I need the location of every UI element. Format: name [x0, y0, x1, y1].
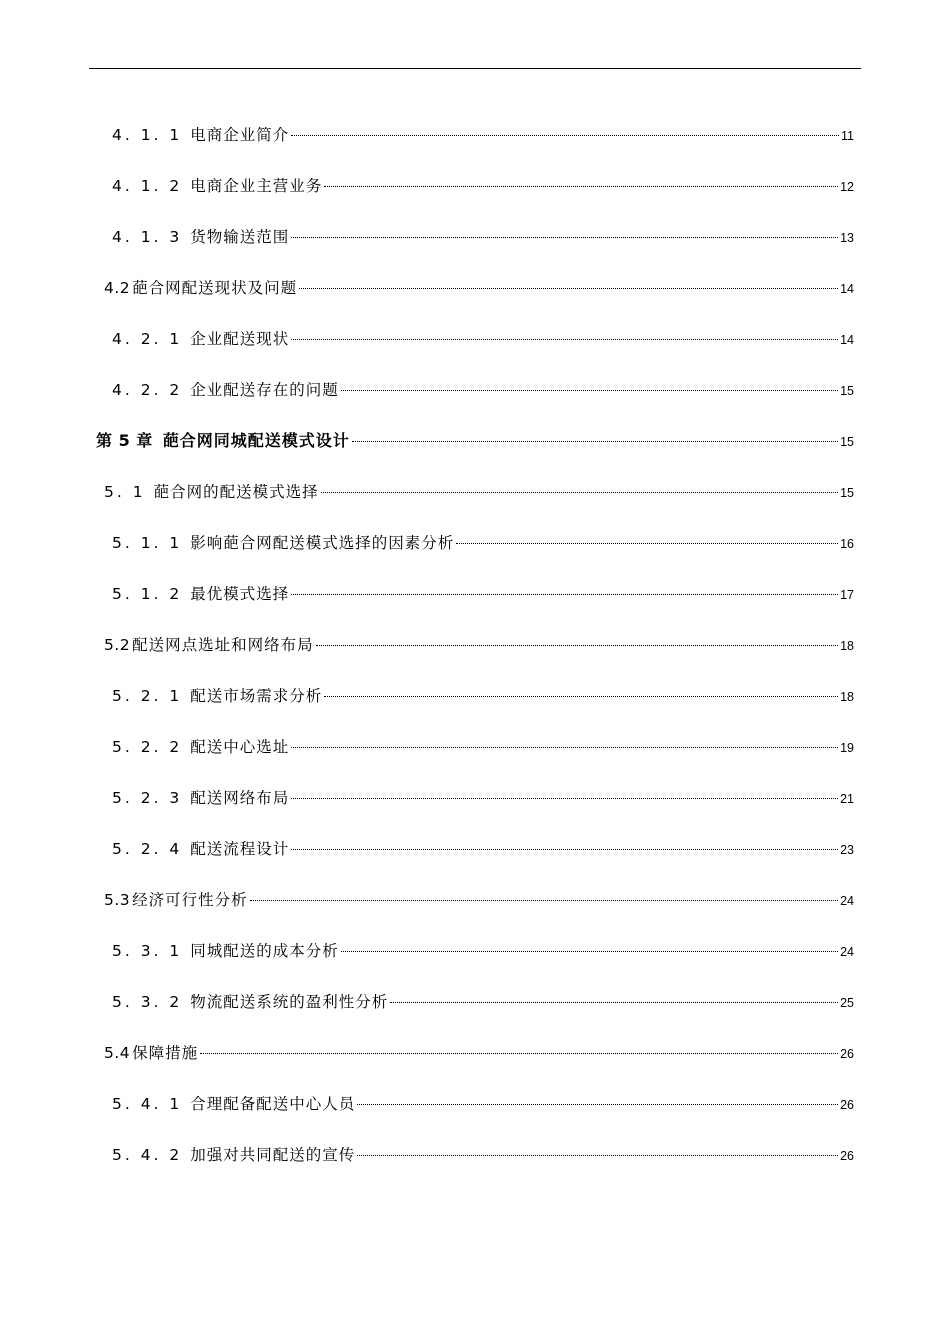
toc-entry-title: 葩合网同城配送模式设计	[162, 431, 350, 450]
toc-entry-title: 加强对共同配送的宣传	[190, 1146, 356, 1164]
toc-dot-leader	[316, 645, 838, 646]
toc-entry-number: 5.2	[104, 636, 131, 654]
toc-dot-leader	[200, 1053, 838, 1054]
toc-entry-number: 4. 1. 2	[112, 177, 183, 195]
toc-entry-page: 23	[840, 843, 854, 857]
toc-entry-title: 物流配送系统的盈利性分析	[190, 993, 389, 1011]
toc-entry-number: 5. 2. 2	[112, 738, 183, 756]
toc-entry-page: 26	[840, 1149, 854, 1163]
toc-entry-number: 4.2	[104, 279, 131, 297]
toc-entry-page: 14	[840, 282, 854, 296]
toc-dot-leader	[291, 237, 838, 238]
toc-entry-number: 4. 1. 1	[112, 126, 183, 144]
toc-entry-page: 15	[840, 435, 854, 449]
toc-entry-page: 19	[840, 741, 854, 755]
toc-entry-page: 17	[840, 588, 854, 602]
toc-dot-leader	[299, 288, 838, 289]
toc-entry[interactable]	[112, 532, 854, 554]
toc-entry[interactable]	[112, 226, 854, 248]
toc-entry-title: 合理配备配送中心人员	[190, 1095, 356, 1113]
toc-dot-leader	[456, 543, 838, 544]
toc-entry[interactable]	[112, 328, 854, 350]
toc-entry-title: 经济可行性分析	[132, 891, 248, 909]
toc-entry-title: 保障措施	[132, 1044, 199, 1062]
toc-entry-title: 配送市场需求分析	[190, 687, 323, 705]
toc-entry[interactable]	[112, 1144, 854, 1166]
toc-entry-number: 5. 2. 1	[112, 687, 183, 705]
toc-entry[interactable]	[112, 379, 854, 401]
toc-entry[interactable]	[112, 124, 854, 146]
toc-entry-title: 葩合网配送现状及问题	[132, 279, 298, 297]
toc-dot-leader	[324, 696, 838, 697]
toc-entry-title: 货物输送范围	[190, 228, 290, 246]
toc-entry-page: 16	[840, 537, 854, 551]
toc-entry[interactable]	[112, 175, 854, 197]
toc-entry-title: 电商企业主营业务	[190, 177, 323, 195]
toc-entry-page: 26	[840, 1098, 854, 1112]
toc-dot-leader	[341, 390, 838, 391]
toc-entry-number: 5. 1. 2	[112, 585, 183, 603]
toc-entry-page: 24	[840, 894, 854, 908]
toc-entry-title: 配送流程设计	[190, 840, 290, 858]
toc-entry-number: 5. 2. 3	[112, 789, 183, 807]
toc-entry-number: 5.4	[104, 1044, 131, 1062]
toc-entry-number: 5. 3. 1	[112, 942, 183, 960]
toc-dot-leader	[291, 798, 838, 799]
toc-entry-title: 配送中心选址	[190, 738, 290, 756]
toc-entry-title: 最优模式选择	[190, 585, 290, 603]
toc-entry-number: 4. 2. 1	[112, 330, 183, 348]
toc-entry[interactable]	[112, 838, 854, 860]
toc-entry-page: 21	[840, 792, 854, 806]
toc-entry[interactable]	[112, 991, 854, 1013]
toc-entry-title: 同城配送的成本分析	[190, 942, 339, 960]
toc-dot-leader	[291, 594, 838, 595]
toc-entry[interactable]	[104, 889, 854, 911]
toc-entry[interactable]	[96, 430, 854, 452]
toc-entry-title: 配送网点选址和网络布局	[132, 636, 314, 654]
toc-entry-title: 影响葩合网配送模式选择的因素分析	[190, 534, 455, 552]
toc-dot-leader	[352, 441, 838, 442]
toc-entry-number: 5. 1. 1	[112, 534, 183, 552]
toc-entry-number: 5. 3. 2	[112, 993, 183, 1011]
toc-entry-page: 15	[840, 486, 854, 500]
toc-entry-page: 18	[840, 690, 854, 704]
toc-dot-leader	[324, 186, 838, 187]
toc-entry-number: 5. 4. 1	[112, 1095, 183, 1113]
toc-dot-leader	[291, 339, 838, 340]
toc-dot-leader	[291, 135, 839, 136]
toc-entry[interactable]	[112, 1093, 854, 1115]
toc-entry-title: 配送网络布局	[190, 789, 290, 807]
toc-dot-leader	[250, 900, 838, 901]
toc-dot-leader	[291, 849, 838, 850]
toc-entry-page: 11	[841, 129, 854, 143]
toc-entry-page: 18	[840, 639, 854, 653]
toc-entry-page: 13	[840, 231, 854, 245]
toc-entry-page: 25	[840, 996, 854, 1010]
toc-entry-page: 24	[840, 945, 854, 959]
toc-entry[interactable]	[112, 787, 854, 809]
toc-entry-page: 26	[840, 1047, 854, 1061]
toc-entry-page: 12	[840, 180, 854, 194]
toc-dot-leader	[341, 951, 838, 952]
toc-entry[interactable]	[112, 583, 854, 605]
toc-entry-page: 15	[840, 384, 854, 398]
toc-entry-title: 企业配送现状	[190, 330, 290, 348]
toc-entry-page: 14	[840, 333, 854, 347]
toc-entry-title: 电商企业简介	[190, 126, 290, 144]
toc-entry[interactable]	[112, 685, 854, 707]
toc-entry-number: 5. 4. 2	[112, 1146, 183, 1164]
toc-entry-number: 第 5 章	[96, 431, 153, 450]
toc-entry-title: 葩合网的配送模式选择	[153, 483, 319, 501]
toc-entry-title: 企业配送存在的问题	[190, 381, 339, 399]
toc-entry[interactable]	[104, 481, 854, 503]
toc-entry-number: 5. 2. 4	[112, 840, 183, 858]
toc-entry[interactable]	[112, 736, 854, 758]
toc-entry-number: 5.3	[104, 891, 131, 909]
toc-entry-number: 5. 1	[104, 483, 146, 501]
toc-dot-leader	[321, 492, 839, 493]
toc-entry[interactable]	[104, 1042, 854, 1064]
toc-dot-leader	[291, 747, 838, 748]
toc-entry[interactable]	[104, 277, 854, 299]
header-rule	[89, 68, 861, 69]
toc-dot-leader	[390, 1002, 838, 1003]
toc-entry-number: 4. 1. 3	[112, 228, 183, 246]
toc-entry[interactable]	[112, 940, 854, 962]
toc-dot-leader	[357, 1155, 838, 1156]
toc-entry[interactable]	[104, 634, 854, 656]
toc-dot-leader	[357, 1104, 838, 1105]
toc-entry-number: 4. 2. 2	[112, 381, 183, 399]
